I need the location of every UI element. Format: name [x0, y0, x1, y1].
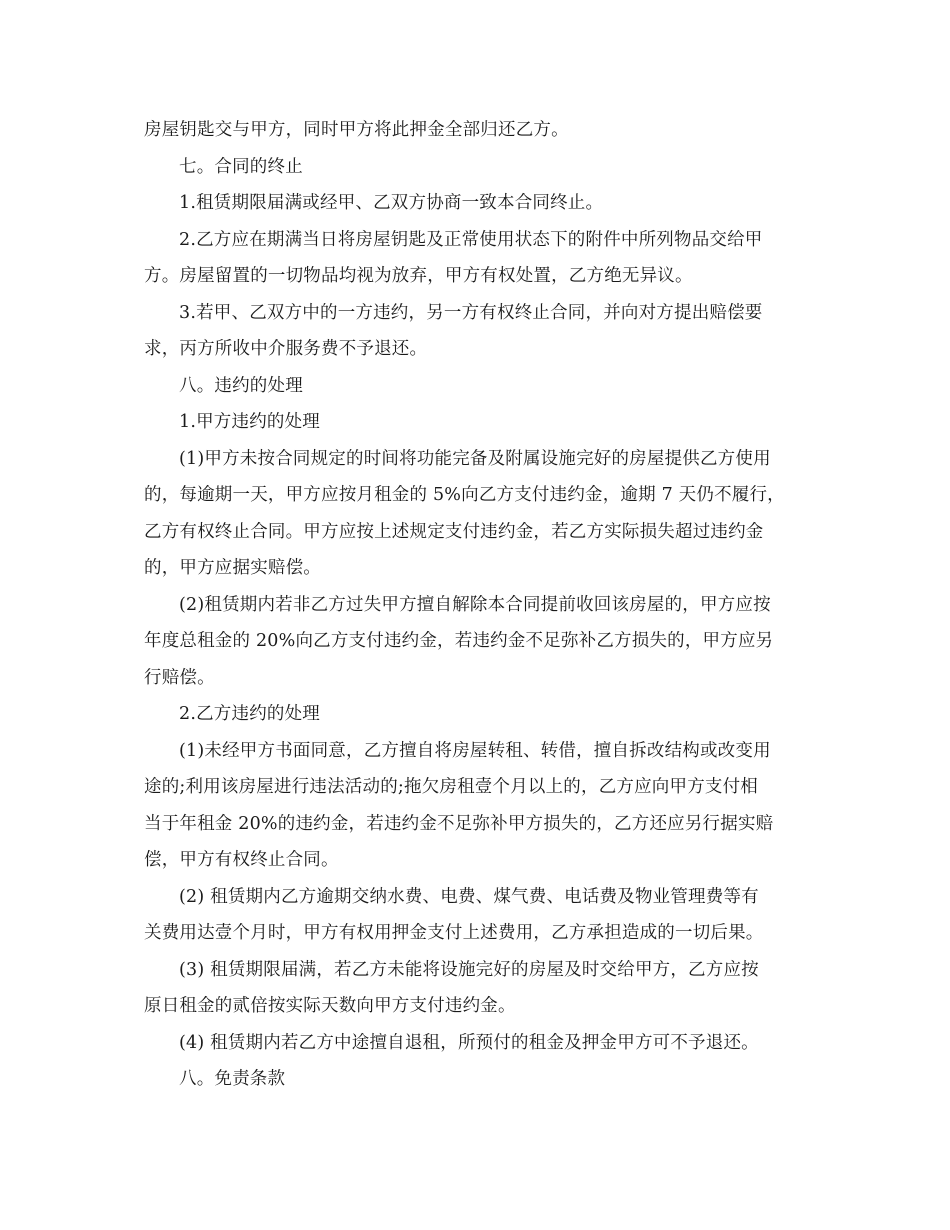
text-line: (2)租赁期内若非乙方过失甲方擅自解除本合同提前收回该房屋的，甲方应按	[179, 594, 771, 615]
text-line: 3.若甲、乙双方中的一方违约，另一方有权终止合同，并向对方提出赔偿要	[179, 302, 763, 323]
text-line: 1.甲方违约的处理	[179, 412, 320, 432]
text-line: (1)未经甲方书面同意，乙方擅自将房屋转租、转借，擅自拆改结构或改变用	[179, 740, 771, 761]
text-line: 偿，甲方有权终止合同。	[144, 850, 339, 870]
text-line: (4) 租赁期内若乙方中途擅自退租，所预付的租金及押金甲方可不予退还。	[179, 1032, 759, 1053]
text-line: 乙方有权终止合同。甲方应按上述规定支付违约金，若乙方实际损失超过违约金	[144, 521, 764, 542]
text-line: 的，每逾期一天，甲方应按月租金的 5%向乙方支付违约金，逾期 7 天仍不履行，	[144, 485, 785, 505]
text-line: 途的;利用该房屋进行违法活动的;拖欠房租壹个月以上的，乙方应向甲方支付相	[144, 777, 758, 797]
text-line: 八。违约的处理	[179, 375, 303, 396]
text-line: 1.租赁期限届满或经甲、乙双方协商一致本合同终止。	[179, 193, 604, 213]
text-line: 求，丙方所收中介服务费不予退还。	[144, 339, 428, 359]
text-line: (2) 租赁期内乙方逾期交纳水费、电费、煤气费、电话费及物业管理费等有	[179, 886, 759, 907]
text-line: 年度总租金的 20%向乙方支付违约金，若违约金不足弥补乙方损失的，甲方应另	[144, 631, 774, 651]
text-line: 七。合同的终止	[179, 156, 303, 177]
text-line: 当于年租金 20%的违约金，若违约金不足弥补甲方损失的，乙方还应另行据实赔	[144, 813, 774, 834]
text-line: 的，甲方应据实赔偿。	[144, 558, 321, 578]
text-line: (1)甲方未按合同规定的时间将功能完备及附属设施完好的房屋提供乙方使用	[179, 448, 771, 469]
text-line: 房屋钥匙交与甲方，同时甲方将此押金全部归还乙方。	[144, 120, 569, 140]
text-line: 2.乙方违约的处理	[179, 704, 320, 724]
text-line: (3) 租赁期限届满，若乙方未能将设施完好的房屋及时交给甲方，乙方应按	[179, 959, 759, 980]
text-line: 行赔偿。	[144, 667, 215, 688]
text-line: 原日租金的贰倍按实际天数向甲方支付违约金。	[144, 996, 516, 1016]
document-body	[144, 112, 809, 1098]
text-line: 八。免责条款	[179, 1069, 286, 1089]
text-line: 方。房屋留置的一切物品均视为放弃，甲方有权处置，乙方绝无异议。	[144, 266, 693, 286]
text-line: 关费用达壹个月时，甲方有权用押金支付上述费用，乙方承担造成的一切后果。	[144, 923, 764, 943]
text-line: 2.乙方应在期满当日将房屋钥匙及正常使用状态下的附件中所列物品交给甲	[179, 229, 763, 250]
